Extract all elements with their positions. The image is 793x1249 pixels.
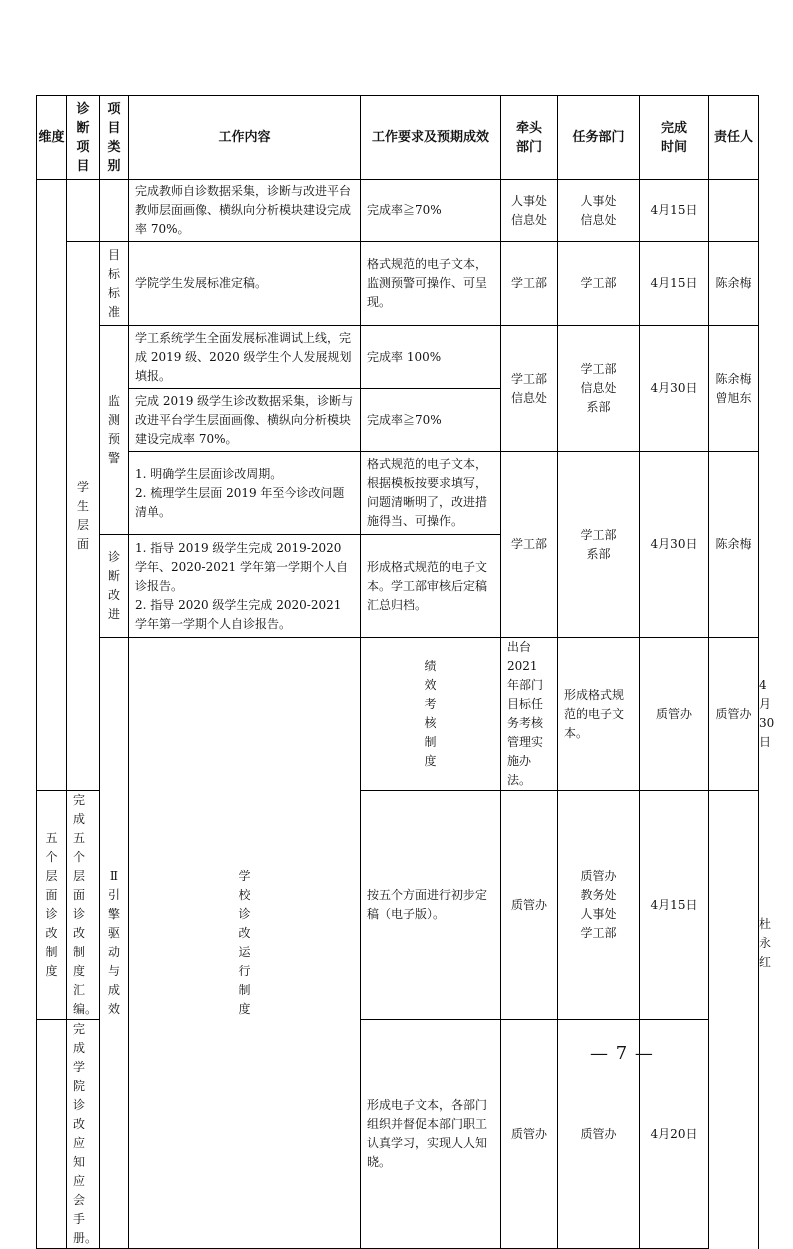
page-number: — 7 —	[590, 1043, 654, 1064]
task-dept-cell: 学工部	[558, 242, 640, 326]
dimension-cell-empty	[37, 180, 67, 791]
table-row	[37, 326, 759, 389]
lead-dept-cell: 质管办	[501, 791, 558, 1020]
category-cell-empty	[100, 180, 129, 242]
finish-time-cell: 4月15日	[640, 242, 709, 326]
task-dept-cell: 学工部 系部	[558, 452, 640, 638]
lead-dept-cell: 人事处 信息处	[501, 180, 558, 242]
lead-dept-cell: 学工部	[501, 242, 558, 326]
responsible-cell: 陈余梅	[709, 242, 759, 326]
requirement-cell: 形成格式规范的电子文本。	[558, 638, 640, 791]
header-diag-item: 诊 断 项 目	[67, 96, 100, 180]
lead-dept-cell: 学工部 信息处	[501, 326, 558, 452]
header-requirements: 工作要求及预期成效	[361, 96, 501, 180]
header-item-category: 项 目 类 别	[100, 96, 129, 180]
requirement-cell: 格式规范的电子文本，根据模板按要求填写，问题清晰明了，改进措施得当、可操作。	[361, 452, 501, 535]
category-monitor-warning: 监 测 预 警	[100, 326, 129, 535]
task-dept-cell: 学工部 信息处 系部	[558, 326, 640, 452]
table-row	[37, 452, 759, 535]
task-dept-cell: 质管办	[709, 638, 759, 791]
header-task-dept: 任务部门	[558, 96, 640, 180]
table-row: Ⅱ 引 擎 驱 动 与 成 效 学 校 诊 改 运 行 制 度 绩 效 考 核 制 度 出台 2021 年部门目标任务考核管理实施办法。 形成格式规范的电子文本。 质管办 质管办 4月30日 杜永红	[37, 638, 759, 791]
work-content-cell: 学工系统学生全面发展标准调试上线，完成 2019 级、2020 级学生个人发展规划填报。	[129, 326, 361, 389]
lead-dept-cell: 质管办	[640, 638, 709, 791]
work-content-cell: 1. 指导 2019 级学生完成 2019-2020 学年、2020-2021 学年第一学期个人自诊报告。 2. 指导 2020 级学生完成 2020-2021 学年第一学期个人自诊报告。	[129, 535, 361, 638]
dimension-engine-drive: Ⅱ 引 擎 驱 动 与 成 效	[100, 638, 129, 1249]
work-content-cell: 学院学生发展标准定稿。	[129, 242, 361, 326]
requirement-cell: 格式规范的电子文本，监测预警可操作、可呈现。	[361, 242, 501, 326]
work-content-cell: 完成教师自诊数据采集，诊断与改进平台教师层面画像、横纵向分析模块建设完成率 70%。	[129, 180, 361, 242]
category-target-standard: 目 标 标 准	[100, 242, 129, 326]
work-content-cell: 完成五个层面诊改制度汇编。	[67, 791, 100, 1020]
category-diagnosis-improvement: 诊 断 改 进	[100, 535, 129, 638]
finish-time-cell: 4月30日	[640, 452, 709, 638]
responsible-cell: 陈余梅	[709, 452, 759, 638]
finish-time-cell: 4月15日	[640, 180, 709, 242]
header-work-content: 工作内容	[129, 96, 361, 180]
work-content-cell: 1. 明确学生层面诊改周期。 2. 梳理学生层面 2019 年至今诊改问题清单。	[129, 452, 361, 535]
task-dept-cell: 质管办	[558, 1020, 640, 1249]
header-finish-time: 完成 时间	[640, 96, 709, 180]
table-row	[37, 242, 759, 326]
requirement-cell: 完成率≧70%	[361, 389, 501, 452]
header-responsible: 责任人	[709, 96, 759, 180]
diag-item-cell-empty	[67, 180, 100, 242]
lead-dept-cell: 学工部	[501, 452, 558, 638]
category-cell-empty	[37, 1020, 67, 1249]
lead-dept-cell: 质管办	[501, 1020, 558, 1249]
work-content-cell: 出台 2021 年部门目标任务考核管理实施办法。	[501, 638, 558, 791]
category-five-level-system: 五 个 层 面 诊 改 制 度	[37, 791, 67, 1020]
responsible-cell-empty	[709, 180, 759, 242]
work-content-cell: 完成 2019 级学生诊改数据采集，诊断与改进平台学生层面画像、横纵向分析模块建设完成率 70%。	[129, 389, 361, 452]
category-performance-assessment: 绩 效 考 核 制 度	[361, 638, 501, 791]
table-row	[37, 180, 759, 242]
requirement-cell: 形成格式规范的电子文本。学工部审核后定稿汇总归档。	[361, 535, 501, 638]
finish-time-cell: 4月20日	[640, 1020, 709, 1249]
responsible-cell: 陈余梅 曾旭东	[709, 326, 759, 452]
work-content-cell: 完成学院诊改应知应会手册。	[67, 1020, 100, 1249]
task-dept-cell: 人事处 信息处	[558, 180, 640, 242]
task-table	[36, 95, 775, 1249]
task-dept-cell: 质管办 教务处 人事处 学工部	[558, 791, 640, 1020]
table-header-row	[37, 96, 759, 180]
requirement-cell: 完成率≧70%	[361, 180, 501, 242]
requirement-cell: 形成电子文本，各部门组织并督促本部门职工认真学习，实现人人知晓。	[361, 1020, 501, 1249]
header-dimension: 维度	[37, 96, 67, 180]
diag-item-system: 学 校 诊 改 运 行 制 度	[129, 638, 361, 1249]
requirement-cell: 按五个方面进行初步定稿（电子版）。	[361, 791, 501, 1020]
header-lead-dept: 牵头 部门	[501, 96, 558, 180]
finish-time-cell: 4月15日	[640, 791, 709, 1020]
requirement-cell: 完成率 100%	[361, 326, 501, 389]
diag-item-student-level: 学 生 层 面	[67, 242, 100, 791]
finish-time-cell: 4月30日	[640, 326, 709, 452]
